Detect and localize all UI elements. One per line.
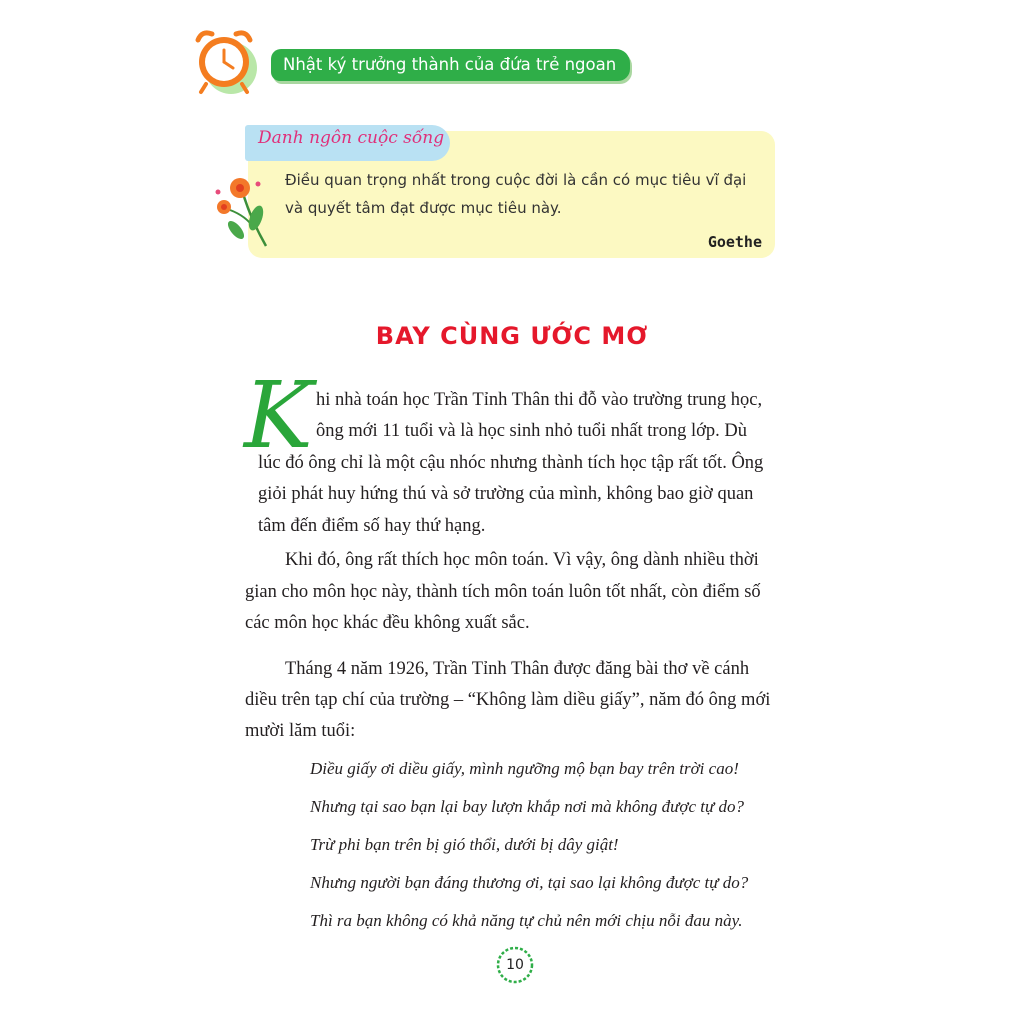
paragraph-line: giỏi phát huy hứng thú và sở trường của mình, không bao giờ quan [258,484,754,504]
page-header [188,26,668,102]
paragraph-line: lúc đó ông chỉ là một cậu nhóc nhưng thành tích học tập rất tốt. Ông [258,453,764,473]
flower-icon [210,170,274,250]
poem-line: Thì ra bạn không có khả năng tự chủ nên mới chịu nỗi đau này. [310,911,743,930]
paragraph-line: Tháng 4 năm 1926, Trần Tỉnh Thân được đăng bài thơ về cánh [285,659,750,679]
quote-tag-label: Danh ngôn cuộc sống [258,128,445,148]
page-number-text: 10 [506,957,524,973]
quote-text [285,166,765,222]
paragraph-line: gian cho môn học này, thành tích môn toán luôn tốt nhất, còn điểm số [245,582,761,602]
alarm-clock-icon [188,26,268,102]
paragraph-line: ông mới 11 tuổi và là học sinh nhỏ tuổi nhất trong lớp. Dù [316,421,747,441]
quote-author: Goethe [707,233,762,251]
poem [310,750,748,940]
quote-line: và quyết tâm đạt được mục tiêu này. [285,199,562,217]
poem-line: Diều giấy ơi diều giấy, mình ngưỡng mộ bạn bay trên trời cao! [310,759,739,778]
quote-line: Điều quan trọng nhất trong cuộc đời là cần có mục tiêu vĩ đại [285,171,747,189]
drop-cap: K [244,362,313,469]
page-number [494,944,536,991]
paragraph-line: tâm đến điểm số hay thứ hạng. [258,516,486,536]
poem-line: Trừ phi bạn trên bị gió thổi, dưới bị dây giật! [310,835,619,854]
paragraph-line: hi nhà toán học Trần Tỉnh Thân thi đỗ vào trường trung học, [316,390,763,410]
paragraph-line: diều trên tạp chí của trường – “Không làm diều giấy”, năm đó ông mới [245,690,771,710]
paragraph-line: mười lăm tuổi: [245,721,356,741]
poem-line: Nhưng tại sao bạn lại bay lượn khắp nơi mà không được tự do? [310,797,745,816]
paragraph-line: các môn học khác đều không xuất sắc. [245,613,530,633]
poem-line: Nhưng người bạn đáng thương ơi, tại sao lại không được tự do? [310,873,749,892]
story-title: BAY CÙNG ƯỚC MƠ [375,322,649,350]
header-title: Nhật ký trưởng thành của đứa trẻ ngoan [271,49,630,81]
paragraph-line: Khi đó, ông rất thích học môn toán. Vì vậy, ông dành nhiều thời [285,550,759,570]
